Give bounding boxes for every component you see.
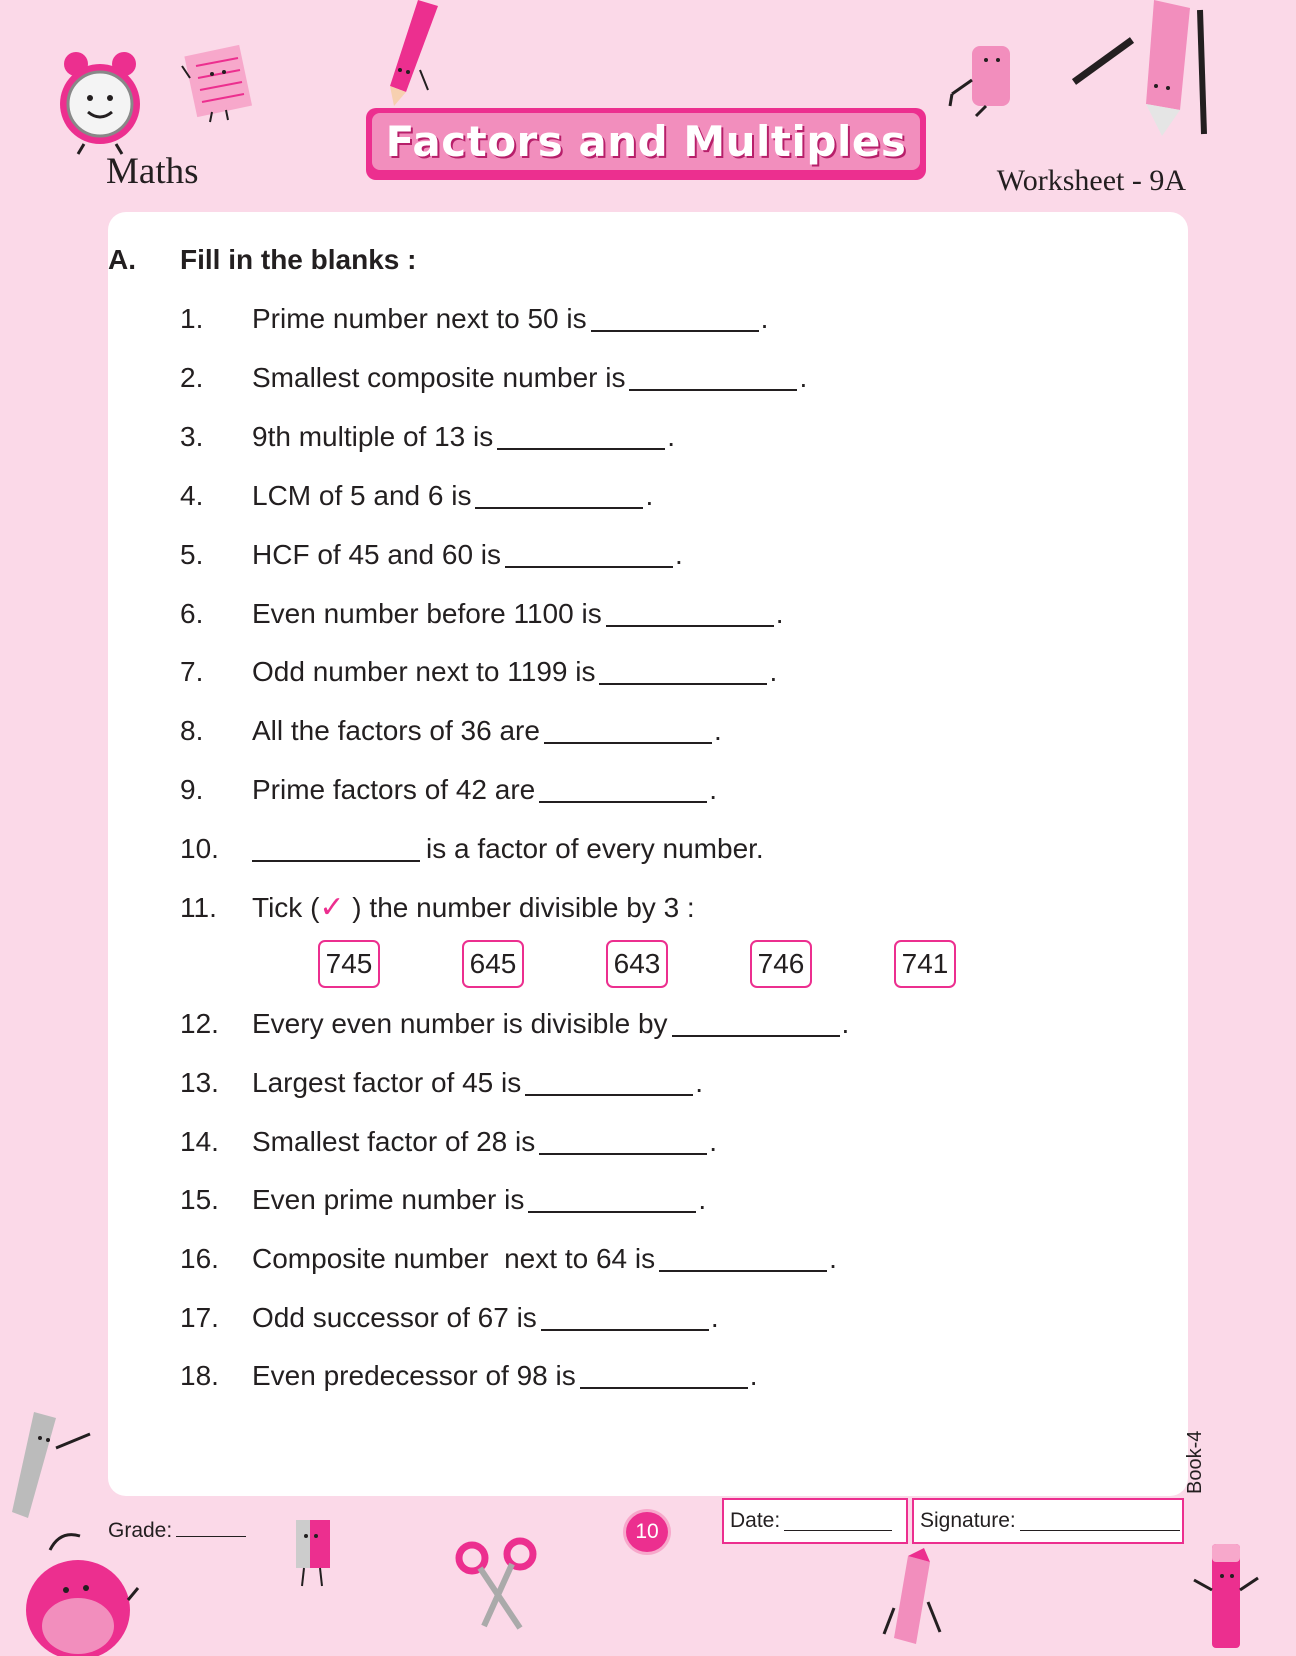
date-label: Date: xyxy=(730,1509,781,1532)
page-title: Factors and Multiples xyxy=(372,113,920,170)
grade-label: Grade: xyxy=(108,1519,173,1542)
choice-box[interactable]: 741 xyxy=(894,940,956,988)
answer-blank[interactable] xyxy=(591,302,759,332)
question-15: 15. Even prime number is . xyxy=(180,1184,707,1215)
signature-label: Signature: xyxy=(920,1509,1016,1532)
question-12: 12. Every even number is divisible by . xyxy=(180,1008,850,1039)
answer-blank[interactable] xyxy=(525,1066,693,1096)
answer-blank[interactable] xyxy=(497,420,665,450)
choice-box[interactable]: 746 xyxy=(750,940,812,988)
eraser-icon xyxy=(946,40,1026,120)
question-1: 1. Prime number next to 50 is . xyxy=(180,303,769,334)
question-6: 6. Even number before 1100 is . xyxy=(180,598,784,629)
answer-blank[interactable] xyxy=(599,655,767,685)
question-10: 10. is a factor of every number. xyxy=(180,833,764,864)
grade-blank[interactable] xyxy=(176,1518,246,1537)
question-11: 11. Tick (✓ ) the number divisible by 3 : xyxy=(180,891,695,924)
answer-blank[interactable] xyxy=(541,1301,709,1331)
question-16: 16. Composite number next to 64 is . xyxy=(180,1243,837,1274)
question-3: 3. 9th multiple of 13 is . xyxy=(180,421,676,452)
answer-blank[interactable] xyxy=(629,361,797,391)
pencil-icon xyxy=(380,0,450,110)
section-letter: A. xyxy=(108,244,136,275)
ruler-icon xyxy=(10,1408,100,1528)
pencil-icon xyxy=(882,1548,956,1648)
title-banner xyxy=(366,108,926,180)
answer-blank[interactable] xyxy=(252,832,420,862)
signature-box xyxy=(912,1498,1184,1544)
answer-blank[interactable] xyxy=(475,479,643,509)
answer-blank[interactable] xyxy=(606,597,774,627)
book-label: Book-4 xyxy=(1184,1430,1206,1494)
answer-blank[interactable] xyxy=(528,1183,696,1213)
question-2: 2. Smallest composite number is . xyxy=(180,362,808,393)
question-14: 14. Smallest factor of 28 is . xyxy=(180,1126,718,1157)
section-title: Fill in the blanks : xyxy=(180,244,417,275)
subject-label: Maths xyxy=(106,151,199,192)
alarm-clock-icon xyxy=(54,46,146,156)
answer-blank[interactable] xyxy=(659,1242,827,1272)
pencil-character-icon xyxy=(1192,1540,1262,1656)
sharpener-icon xyxy=(286,1516,342,1596)
question-4: 4. LCM of 5 and 6 is . xyxy=(180,480,654,511)
answer-blank[interactable] xyxy=(539,773,707,803)
scissors-icon xyxy=(454,1536,540,1632)
pencil-character-icon xyxy=(1070,0,1220,140)
question-9: 9. Prime factors of 42 are . xyxy=(180,774,718,805)
notepad-icon xyxy=(176,44,260,124)
question-17: 17. Odd successor of 67 is . xyxy=(180,1302,719,1333)
question-5: 5. HCF of 45 and 60 is . xyxy=(180,539,683,570)
choice-box[interactable]: 643 xyxy=(606,940,668,988)
question-18: 18. Even predecessor of 98 is . xyxy=(180,1360,758,1391)
choice-box[interactable]: 645 xyxy=(462,940,524,988)
signature-blank[interactable] xyxy=(1020,1512,1180,1531)
answer-blank[interactable] xyxy=(580,1359,748,1389)
backpack-icon xyxy=(20,1530,140,1656)
question-13: 13. Largest factor of 45 is . xyxy=(180,1067,704,1098)
date-box xyxy=(722,1498,908,1544)
question-7: 7. Odd number next to 1199 is . xyxy=(180,656,778,687)
page-number: 10 xyxy=(626,1512,668,1552)
date-blank[interactable] xyxy=(784,1512,892,1531)
choice-box[interactable]: 745 xyxy=(318,940,380,988)
answer-blank[interactable] xyxy=(539,1125,707,1155)
answer-blank[interactable] xyxy=(505,538,673,568)
grade-field xyxy=(108,1518,246,1543)
check-icon: ✓ xyxy=(319,891,345,924)
answer-blank[interactable] xyxy=(672,1007,840,1037)
question-8: 8. All the factors of 36 are . xyxy=(180,715,722,746)
worksheet-number: Worksheet - 9A xyxy=(996,164,1186,197)
answer-blank[interactable] xyxy=(544,714,712,744)
